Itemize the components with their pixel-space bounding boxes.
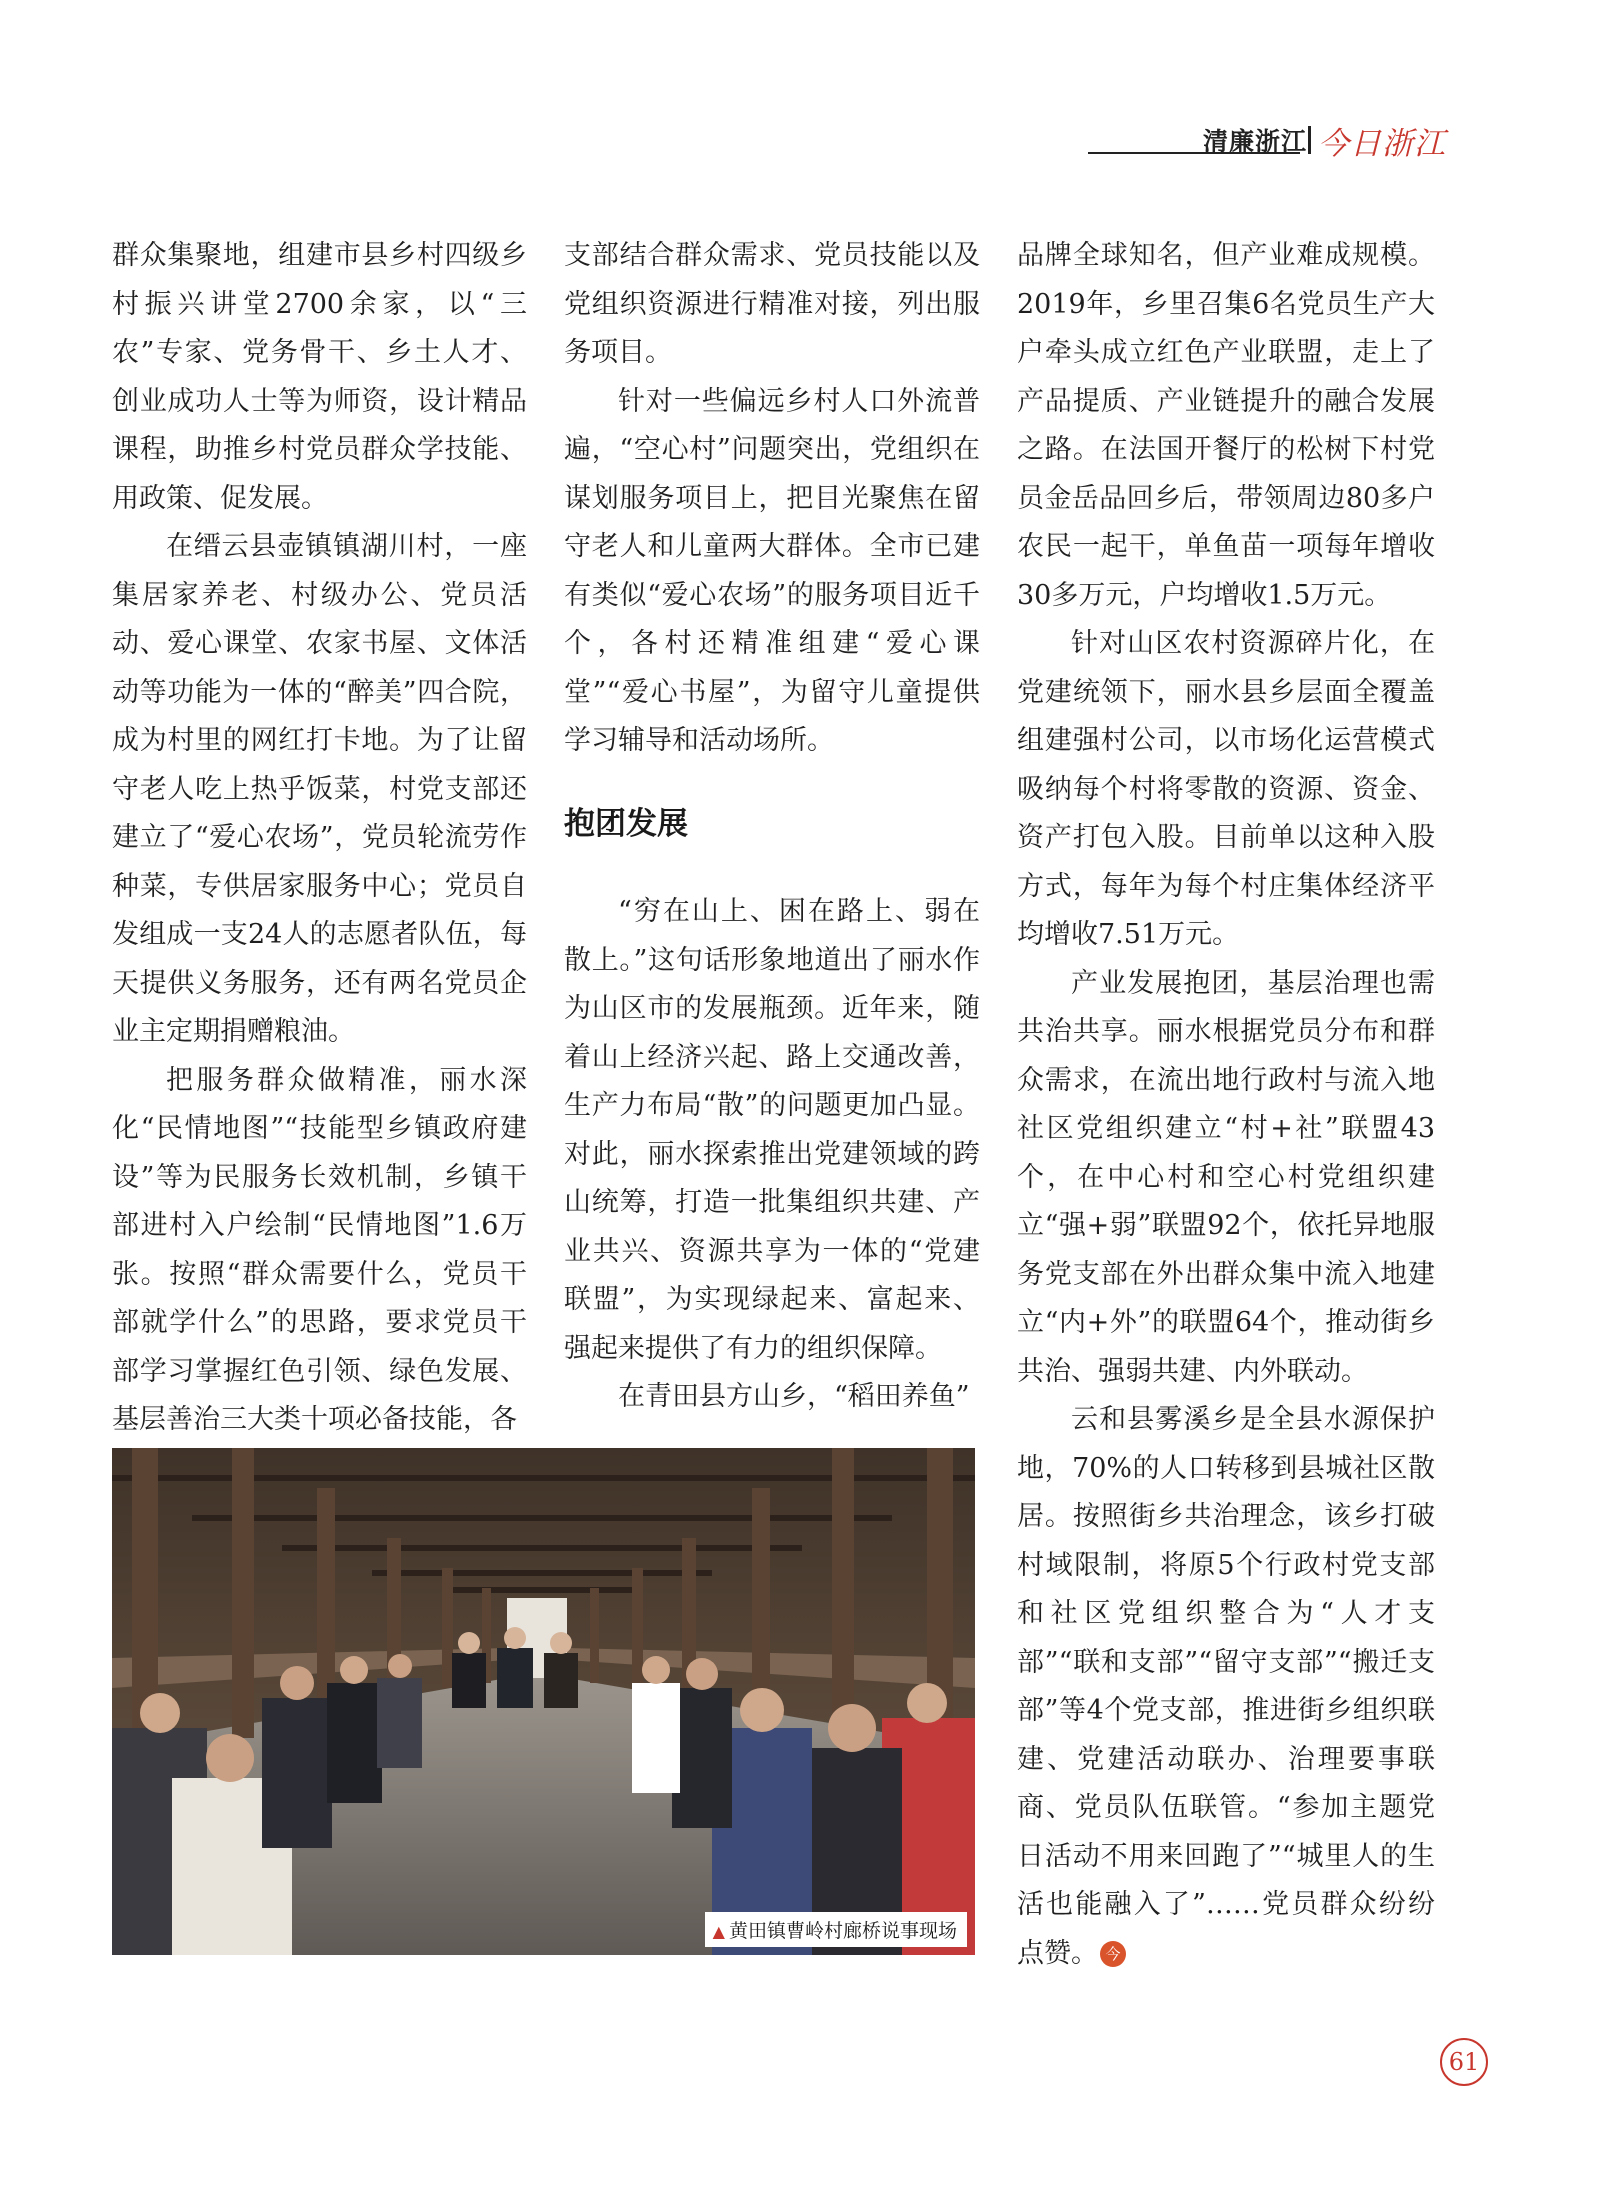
paragraph: 在缙云县壶镇镇湖川村，一座集居家养老、村级办公、党员活动、爱心课堂、农家书屋、文体活动等功能为一体的“醉美”四合院，成为村里的网红打卡地。为了让留守老人吃上热乎饭菜，村党支部还建立了“爱心农场”，党员轮流劳作种菜，专供居家服务中心；党员自发组成一支24人的志愿者队伍，每天提供义务服务，还有两名党员企业主定期捐赠粮油。 [112,531,527,1047]
paragraph: “穷在山上、困在路上、弱在散上。”这句话形象地道出了丽水作为山区市的发展瓶颈。近年来，随着山上经济兴起、路上交通改善，生产力布局“散”的问题更加凸显。对此，丽水探索推出党建领域的跨山统筹，打造一批集组织共建、产业共兴、资源共享为一体的“党建联盟”，为实现绿起来、富起来、强起来提供了有力的组织保障。 [564,896,980,1364]
paragraph: 针对山区农村资源碎片化，在党建统领下，丽水县乡层面全覆盖组建强村公司，以市场化运营模式吸纳每个村将零散的资源、资金、资产打包入股。目前单以这种入股方式，每年为每个村庄集体经济平均增收7.51万元。 [1017,628,1435,950]
paragraph [1017,1396,1435,1978]
page-header [1088,122,1446,162]
article-photo [112,1448,975,1955]
paragraph: 群众集聚地，组建市县乡村四级乡村振兴讲堂2700余家，以“三农”专家、党务骨干、乡土人才、创业成功人士等为师资，设计精品课程，助推乡村党员群众学技能、用政策、促发展。 [112,240,527,514]
end-mark-icon: 今 [1100,1941,1126,1967]
caption-triangle-icon: ▲ [712,1922,725,1941]
text-column-1 [112,232,527,1445]
section-subheading: 抱团发展 [564,805,688,842]
text-column-2 [564,232,980,1422]
magazine-logo: 今日浙江 [1318,126,1446,162]
paragraph-text: 云和县雾溪乡是全县水源保护地，70%的人口转移到县城社区散居。按照街乡共治理念，该乡打破村域限制，将原5个行政村党支部和社区党组织整合为“人才支部”“联和支部”“留守支部”“搬迁支部”等4个党支部，推进街乡组织联建、党建活动联办、治理要事联商、党员队伍联管。“参加主题党日活动不用来回跑了”“城里人的生活也能融入了”……党员群众纷纷点赞。 [1017,1404,1435,1969]
caption-text: 黄田镇曹岭村廊桥说事现场 [728,1920,957,1942]
section-title: 清廉浙江 [1203,127,1308,156]
page-number: 61 [1440,2038,1488,2086]
paragraph: 针对一些偏远乡村人口外流普遍，“空心村”问题突出，党组织在谋划服务项目上，把目光聚焦在留守老人和儿童两大群体。全市已建有类似“爱心农场”的服务项目近千个，各村还精准组建“爱心课堂”“爱心书屋”，为留守儿童提供学习辅导和活动场所。 [564,385,980,756]
paragraph: 在青田县方山乡，“稻田养鱼” [618,1381,970,1412]
covered-bridge-meeting-illustration [112,1448,975,1955]
text-column-3 [1017,232,1435,1978]
photo-caption [705,1912,967,1947]
paragraph: 支部结合群众需求、党员技能以及党组织资源进行精准对接，列出服务项目。 [564,240,980,368]
header-divider [1308,126,1311,154]
paragraph: 产业发展抱团，基层治理也需共治共享。丽水根据党员分布和群众需求，在流出地行政村与流入地社区党组织建立“村+社”联盟43个，在中心村和空心村党组织建立“强+弱”联盟92个，依托异地服务党支部在外出群众集中流入地建立“内+外”的联盟64个，推动街乡共治、强弱共建、内外联动。 [1017,967,1435,1387]
paragraph: 把服务群众做精准，丽水深化“民情地图”“技能型乡镇政府建设”等为民服务长效机制，乡镇干部进村入户绘制“民情地图”1.6万张。按照“群众需要什么，党员干部就学什么”的思路，要求党员干部学习掌握红色引领、绿色发展、基层善治三大类十项必备技能，各 [112,1064,527,1435]
paragraph: 品牌全球知名，但产业难成规模。2019年，乡里召集6名党员生产大户牵头成立红色产业联盟，走上了产品提质、产业链提升的融合发展之路。在法国开餐厅的松树下村党员金岳品回乡后，带领周边80多户农民一起干，单鱼苗一项每年增收30多万元，户均增收1.5万元。 [1017,240,1435,611]
